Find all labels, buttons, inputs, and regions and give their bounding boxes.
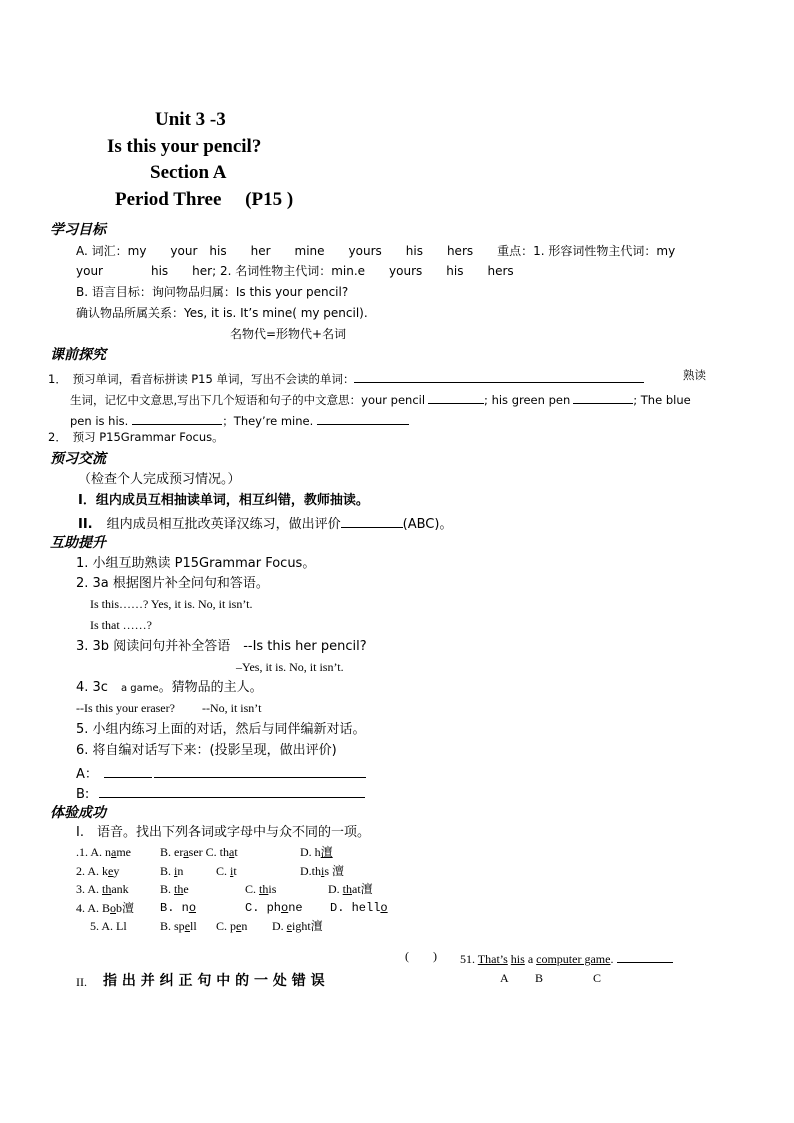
question-1-d bbox=[300, 846, 333, 858]
q3-d-mark: th bbox=[342, 882, 353, 896]
q1-c-mark: a bbox=[229, 845, 235, 859]
question-2-d bbox=[300, 865, 344, 877]
q3-d-post: at澶 bbox=[352, 882, 373, 896]
q51-correction-blank[interactable] bbox=[617, 950, 673, 963]
q5-c-post: n bbox=[241, 919, 248, 933]
preview-item1-line3 bbox=[70, 412, 409, 428]
q3-c-mark: th bbox=[259, 882, 269, 896]
q3-a-post: ank bbox=[111, 882, 129, 896]
goals-formula: 名物代=形物代+名词 bbox=[230, 327, 347, 341]
preview-item1-line2 bbox=[70, 391, 691, 407]
unknown-words-blank[interactable] bbox=[354, 370, 644, 383]
q5-b-pre: B. sp bbox=[160, 919, 185, 933]
success-part2-num: II. bbox=[76, 975, 87, 989]
help-line9: 5. 小组内练习上面的对话，然后与同伴编新对话。 bbox=[76, 722, 366, 737]
q51-mid: a bbox=[524, 952, 537, 966]
heading-goals: 学习目标 bbox=[50, 222, 106, 238]
q51-label-a: A bbox=[500, 971, 509, 985]
preview-item1-b3: ; The blue bbox=[633, 393, 691, 407]
q2-d-pre: D.th bbox=[300, 864, 321, 878]
question-3-a bbox=[76, 883, 129, 895]
q4-a-post: b澶 bbox=[116, 901, 135, 915]
question-4-b bbox=[160, 902, 196, 914]
dialog-a-blank-1[interactable] bbox=[104, 765, 152, 778]
help-line2: 2. 3a 根据图片补全问句和答语。 bbox=[76, 576, 269, 591]
q5-d-post: ight澶 bbox=[292, 919, 323, 933]
help-line10: 6. 将自编对话写下来：(投影呈现，做出评价) bbox=[76, 743, 337, 758]
question-5-d bbox=[272, 920, 323, 932]
question-1-bc bbox=[160, 846, 238, 858]
q1-b-mark: a bbox=[183, 845, 189, 859]
unit-title: Unit 3 -3 bbox=[155, 109, 226, 130]
preview-item1-text: 1． 预习单词，看音标拼读 P15 单词，写出不会读的单词： bbox=[48, 372, 355, 386]
q3-c-post: is bbox=[268, 882, 277, 896]
q5-d-mark: e bbox=[286, 919, 292, 933]
q4-c-mark: o bbox=[281, 901, 289, 915]
q1-c-post: t bbox=[234, 845, 238, 859]
help-line8: --Is this your eraser? --No, it isn’t bbox=[76, 701, 262, 715]
q2-c-pre: C. bbox=[216, 864, 231, 878]
q1-b-pre: B. er bbox=[160, 845, 184, 859]
preview-item1-b: 生词，记忆中文意思,写出下几个短语和句子的中文意思：your pencil bbox=[70, 393, 426, 407]
q51-option-b: his bbox=[510, 952, 525, 966]
q3-a-mark: th bbox=[102, 882, 112, 896]
q4-b-mark: o bbox=[188, 901, 197, 915]
q1-a-post: me bbox=[116, 845, 132, 859]
q51-end: . bbox=[610, 952, 614, 966]
dialog-a-label: A： bbox=[76, 767, 98, 782]
goals-language: B. 语言目标：询问物品归属：Is this your pencil? bbox=[76, 285, 349, 299]
section-title: Section A bbox=[150, 162, 227, 183]
help-line7-a: 4. 3c bbox=[76, 680, 121, 695]
q2-b-post: n bbox=[177, 864, 184, 878]
exchange-check: （检查个人完成预习情况。） bbox=[78, 472, 241, 487]
question-1-a bbox=[76, 846, 131, 858]
question-4-a bbox=[76, 902, 134, 914]
lesson-title: Is this your pencil? bbox=[107, 136, 262, 157]
q4-a-mark: o bbox=[110, 901, 117, 915]
q4-d-mark: o bbox=[380, 901, 388, 915]
dialog-a-blank-2[interactable] bbox=[154, 765, 366, 778]
translation-blank-2[interactable] bbox=[573, 391, 633, 404]
q3-d-pre: D. bbox=[328, 882, 343, 896]
q1-d-mark: 澶 bbox=[320, 845, 333, 859]
q4-b-pre: B. n bbox=[160, 901, 189, 915]
help-line7-c: 。猜物品的主人。 bbox=[158, 680, 263, 695]
q1-a-pre: .1. A. n bbox=[76, 845, 112, 859]
preview-item1-tail: 熟读 bbox=[683, 368, 706, 382]
dialog-b-blank[interactable] bbox=[99, 785, 365, 798]
goals-vocab-line2: your his her; 2. 名词性物主代词：min.e yours his hers bbox=[76, 264, 514, 278]
preview-item1-b2: ; his green pen bbox=[484, 393, 571, 407]
q5-c-mark: e bbox=[236, 919, 242, 933]
q3-b-post: e bbox=[183, 882, 189, 896]
heading-success: 体验成功 bbox=[50, 805, 106, 821]
preview-item1 bbox=[48, 370, 644, 386]
dialog-a-line bbox=[76, 765, 366, 781]
q4-c-pre: C. ph bbox=[245, 901, 282, 915]
q5-c-pre: C. p bbox=[216, 919, 237, 933]
q2-b-pre: B. bbox=[160, 864, 175, 878]
period-title: Period Three (P15 ) bbox=[115, 189, 294, 210]
question-2-c bbox=[216, 865, 237, 877]
q5-b-mark: e bbox=[184, 919, 191, 933]
question-2-b bbox=[160, 865, 183, 877]
preview-item1-c: pen is his. bbox=[70, 414, 129, 428]
q4-c-post: ne bbox=[288, 901, 303, 915]
q2-d-mark: i bbox=[321, 864, 325, 878]
preview-item2: 2． 预习 P15Grammar Focus。 bbox=[48, 430, 224, 444]
question-3-c bbox=[245, 883, 276, 895]
exchange-item-ii bbox=[78, 515, 452, 531]
help-line1: 1. 小组互助熟读 P15Grammar Focus。 bbox=[76, 556, 316, 571]
q51-label-c: C bbox=[593, 971, 602, 985]
q51-answer-paren[interactable]: ( ) bbox=[405, 949, 437, 963]
q2-c-post: t bbox=[233, 864, 237, 878]
translation-blank-1[interactable] bbox=[428, 391, 484, 404]
q3-b-pre: B. bbox=[160, 882, 175, 896]
question-2-a bbox=[76, 865, 119, 877]
goals-vocab-line1: A. 词汇：my your his her mine yours his hers 重点：1. 形容词性物主代词：my bbox=[76, 244, 676, 258]
success-part2: 指 出 并 纠 正 句 中 的 一 处 错 误 bbox=[103, 973, 325, 989]
question-4-c bbox=[245, 902, 303, 914]
q2-c-mark: i bbox=[230, 864, 234, 878]
heading-help: 互助提升 bbox=[50, 535, 106, 551]
q2-a-pre: 2. A. k bbox=[76, 864, 109, 878]
question-4-d bbox=[330, 902, 388, 914]
q3-a-pre: 3. A. bbox=[76, 882, 103, 896]
dialog-b-label: B: bbox=[76, 787, 90, 802]
q4-a-pre: 4. A. B bbox=[76, 901, 111, 915]
preview-item1-c2: ；They’re mine. bbox=[222, 414, 314, 428]
success-part1: I. 语音。找出下列各词或字母中与众不同的一项。 bbox=[76, 825, 370, 840]
q2-d-post: s 澶 bbox=[324, 864, 345, 878]
question-3-d bbox=[328, 883, 373, 895]
heading-preview: 课前探究 bbox=[50, 347, 106, 363]
question-5-a: 5. A. Ll bbox=[90, 919, 127, 933]
q5-d-pre: D. bbox=[272, 919, 287, 933]
exchange-ii-tail: (ABC)。 bbox=[402, 517, 453, 532]
q51-number: 51. bbox=[460, 952, 475, 966]
help-line4: Is that ……? bbox=[90, 618, 152, 632]
exchange-item-i: I．组内成员互相抽读单词，相互纠错，教师抽读。 bbox=[78, 493, 369, 508]
q2-a-post: y bbox=[113, 864, 120, 878]
q51-option-a: That’s bbox=[477, 952, 508, 966]
goals-confirm: 确认物品所属关系：Yes, it is. It’s mine( my pencil). bbox=[76, 306, 368, 320]
q5-b-post: ll bbox=[190, 919, 197, 933]
q1-a-mark: a bbox=[111, 845, 117, 859]
q2-a-mark: e bbox=[108, 864, 114, 878]
help-line7-b: a game bbox=[120, 683, 159, 694]
q51-label-b: B bbox=[535, 971, 544, 985]
q1-d-pre: D. h bbox=[300, 845, 321, 859]
q51-option-c: computer game bbox=[536, 952, 611, 966]
question-5-c bbox=[216, 920, 247, 932]
q1-c-pre: ser C. th bbox=[188, 845, 229, 859]
exchange-ii-text: 组内成员相互批改英译汉练习，做出评价 bbox=[106, 517, 341, 532]
dialog-b-line bbox=[76, 785, 365, 801]
translation-blank-4[interactable] bbox=[317, 412, 409, 425]
q3-b-mark: th bbox=[174, 882, 184, 896]
question-3-b bbox=[160, 883, 189, 895]
help-line5: 3. 3b 阅读问句并补全答语 --Is this her pencil? bbox=[76, 639, 367, 654]
help-line6: –Yes, it is. No, it isn’t. bbox=[236, 660, 344, 674]
q2-b-mark: i bbox=[174, 864, 178, 878]
help-line3: Is this……? Yes, it is. No, it isn’t. bbox=[90, 597, 253, 611]
translation-blank-3[interactable] bbox=[132, 412, 222, 425]
rating-blank[interactable] bbox=[341, 515, 403, 528]
q3-c-pre: C. bbox=[245, 882, 260, 896]
heading-exchange: 预习交流 bbox=[50, 451, 106, 467]
help-line7 bbox=[76, 681, 263, 694]
q51-sentence bbox=[460, 950, 673, 965]
question-5-b bbox=[160, 920, 197, 932]
exchange-ii-num: II. bbox=[78, 517, 93, 532]
q4-d-pre: D. hell bbox=[330, 901, 381, 915]
